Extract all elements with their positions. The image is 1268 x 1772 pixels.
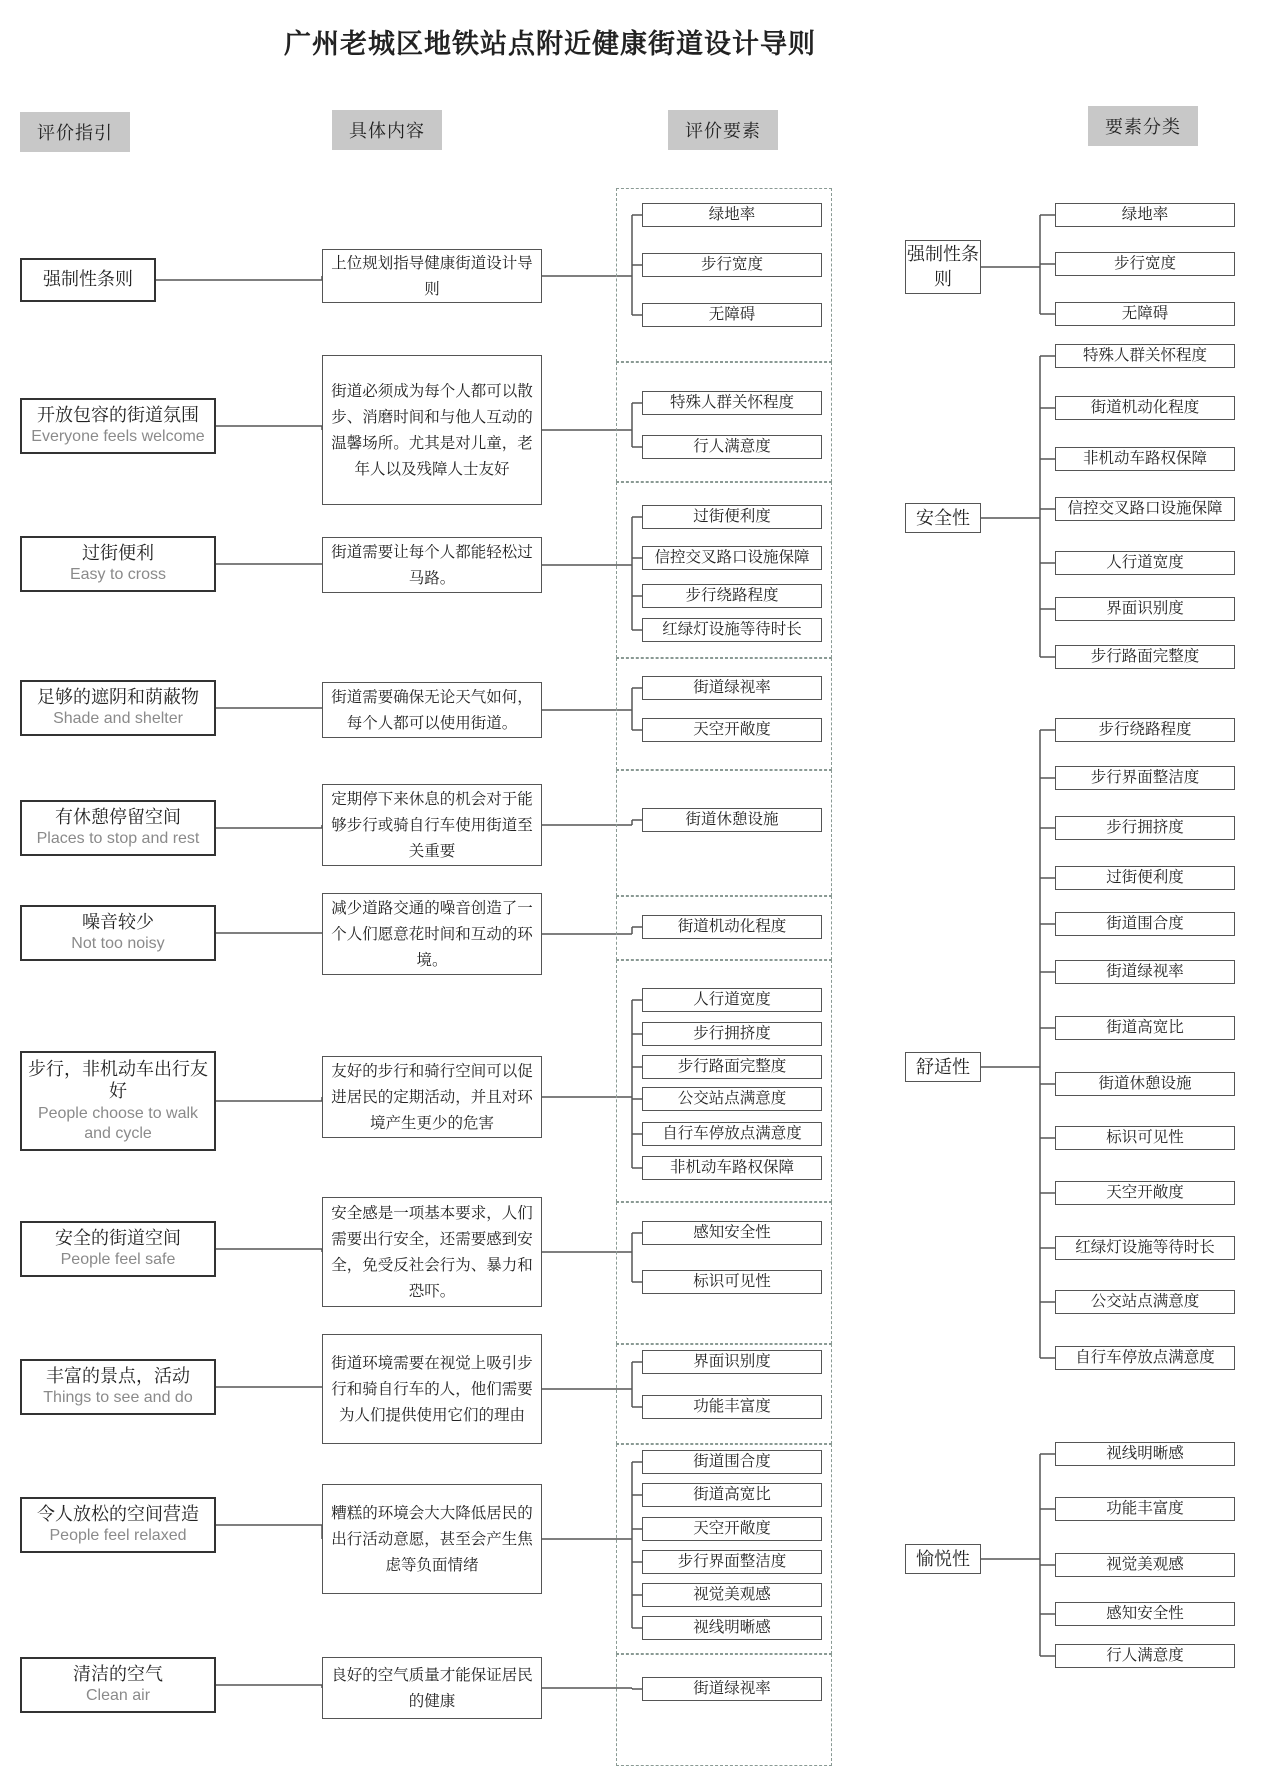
page-title: 广州老城区地铁站点附近健康街道设计导则: [284, 29, 816, 60]
guide-title-en: People feel relaxed: [49, 1527, 187, 1545]
element-label: 街道高宽比: [693, 1485, 771, 1504]
category-item: [1055, 1290, 1235, 1314]
header-specific-content: 具体内容: [332, 110, 442, 150]
element-label: 视线明晰感: [693, 1618, 771, 1637]
category-item: [1055, 816, 1235, 840]
guide-title-en: People feel safe: [60, 1251, 176, 1269]
element-label: 绿地率: [708, 205, 756, 224]
guide-title-zh: 步行，非机动车出行友好: [28, 1058, 208, 1102]
evaluation-element: [642, 718, 822, 742]
evaluation-element: [642, 1583, 822, 1607]
guide-title-zh: 噪音较少: [82, 911, 154, 933]
category-item: [1055, 1236, 1235, 1260]
elements-panel: [616, 770, 832, 896]
guide-title-en: Not too noisy: [71, 935, 165, 953]
evaluation-element: [642, 1156, 822, 1180]
evaluation-element: [642, 1270, 822, 1294]
content-text: 街道需要让每个人都能轻松过马路。: [331, 543, 533, 587]
category-item: [1055, 597, 1235, 621]
content-text: 定期停下来休息的机会对于能够步行或骑自行车使用街道至关重要: [331, 790, 533, 860]
evaluation-element: [642, 676, 822, 700]
category-item-label: 街道围合度: [1106, 914, 1184, 933]
evaluation-element: [642, 915, 822, 939]
category-name: 愉悦性: [916, 1548, 970, 1570]
category-item-label: 过街便利度: [1106, 868, 1184, 887]
content-box: [322, 1334, 542, 1444]
element-label: 街道机动化程度: [677, 917, 787, 936]
category-item-label: 标识可见性: [1106, 1128, 1184, 1147]
content-box: [322, 682, 542, 738]
element-label: 无障碍: [708, 305, 756, 324]
element-label: 街道绿视率: [693, 678, 771, 697]
category-item-label: 红绿灯设施等待时长: [1075, 1238, 1215, 1257]
element-label: 步行绕路程度: [685, 586, 779, 605]
category-item: [1055, 447, 1235, 471]
category-item: [1055, 497, 1235, 521]
content-text: 友好的步行和骑行空间可以促进居民的定期活动，并且对环境产生更少的危害: [331, 1062, 533, 1132]
evaluation-guide-box: [20, 1221, 216, 1277]
category-item: [1055, 1346, 1235, 1370]
elements-panel: [616, 362, 832, 482]
element-label: 红绿灯设施等待时长: [662, 620, 802, 639]
category-item: [1055, 1016, 1235, 1040]
category-item: [1055, 866, 1235, 890]
element-label: 标识可见性: [693, 1272, 771, 1291]
evaluation-element: [642, 203, 822, 227]
category-item: [1055, 396, 1235, 420]
content-text: 上位规划指导健康街道设计导则: [331, 254, 533, 298]
content-box: [322, 537, 542, 593]
content-text: 街道环境需要在视觉上吸引步行和骑自行车的人，他们需要为人们提供使用它们的理由: [331, 1354, 533, 1424]
evaluation-element: [642, 1122, 822, 1146]
content-box: [322, 249, 542, 303]
category-item: [1055, 1181, 1235, 1205]
category-name: 强制性条则: [907, 244, 979, 290]
category-item-label: 步行界面整洁度: [1090, 768, 1200, 787]
content-text: 糟糕的环境会大大降低居民的出行活动意愿，甚至会产生焦虑等负面情绪: [331, 1504, 533, 1574]
element-label: 感知安全性: [693, 1223, 771, 1242]
evaluation-element: [642, 435, 822, 459]
guide-title-en: Everyone feels welcome: [31, 428, 205, 446]
category-item-label: 街道绿视率: [1106, 962, 1184, 981]
category-item: [1055, 551, 1235, 575]
evaluation-guide-box: [20, 1359, 216, 1415]
guide-title-en: Clean air: [85, 1687, 151, 1705]
category-item-label: 公交站点满意度: [1090, 1292, 1200, 1311]
category-item: [1055, 645, 1235, 669]
category-item-label: 人行道宽度: [1106, 553, 1184, 572]
content-box: [322, 1657, 542, 1719]
element-label: 步行路面完整度: [677, 1057, 787, 1076]
guide-title-zh: 足够的遮阴和荫蔽物: [37, 686, 199, 708]
category-item-label: 步行绕路程度: [1098, 720, 1192, 739]
evaluation-guide-box: [20, 398, 216, 454]
category-item-label: 自行车停放点满意度: [1075, 1348, 1215, 1367]
evaluation-element: [642, 584, 822, 608]
evaluation-element: [642, 1055, 822, 1079]
category-item: [1055, 1644, 1235, 1668]
evaluation-element: [642, 1450, 822, 1474]
elements-panel: [616, 658, 832, 770]
category-item: [1055, 1553, 1235, 1577]
header-evaluation-elements: 评价要素: [668, 110, 778, 150]
category-item: [1055, 1442, 1235, 1466]
evaluation-element: [642, 808, 822, 832]
evaluation-element: [642, 988, 822, 1012]
element-label: 功能丰富度: [693, 1397, 771, 1416]
category-item: [1055, 766, 1235, 790]
category-item-label: 街道高宽比: [1106, 1018, 1184, 1037]
guide-title-zh: 过街便利: [82, 542, 154, 564]
category-item-label: 绿地率: [1121, 205, 1169, 224]
category-item-label: 特殊人群关怀程度: [1082, 346, 1207, 365]
category-item-label: 街道机动化程度: [1090, 398, 1200, 417]
evaluation-element: [642, 1616, 822, 1640]
category-item-label: 功能丰富度: [1106, 1499, 1184, 1518]
element-label: 视觉美观感: [693, 1585, 771, 1604]
evaluation-element: [642, 1483, 822, 1507]
category-item-label: 视线明晰感: [1106, 1444, 1184, 1463]
evaluation-element: [642, 1395, 822, 1419]
element-label: 街道绿视率: [693, 1679, 771, 1698]
category-item: [1055, 912, 1235, 936]
evaluation-element: [642, 1350, 822, 1374]
content-text: 安全感是一项基本要求，人们需要出行安全，还需要感到安全，免受反社会行为、暴力和恐吓。: [331, 1204, 533, 1300]
category-name: 安全性: [916, 507, 970, 529]
evaluation-element: [642, 1221, 822, 1245]
category-item-label: 非机动车路权保障: [1082, 449, 1207, 468]
content-box: [322, 1197, 542, 1307]
content-box: [322, 355, 542, 505]
guide-title-en: Places to stop and rest: [36, 830, 200, 848]
element-label: 自行车停放点满意度: [662, 1124, 802, 1143]
category-item-label: 行人满意度: [1106, 1646, 1184, 1665]
evaluation-element: [642, 253, 822, 277]
elements-panel: [616, 1654, 832, 1766]
category-item: [1055, 960, 1235, 984]
category-item: [1055, 1126, 1235, 1150]
evaluation-guide-box: [20, 1497, 216, 1553]
category-item: [1055, 344, 1235, 368]
category-item: [1055, 1072, 1235, 1096]
content-text: 街道必须成为每个人都可以散步、消磨时间和与他人互动的温馨场所。尤其是对儿童，老年人以及残障人士友好: [331, 382, 533, 478]
guide-title-zh: 清洁的空气: [73, 1663, 163, 1685]
evaluation-guide-box: [20, 536, 216, 592]
evaluation-guide-box: [20, 1051, 216, 1151]
evaluation-element: [642, 1087, 822, 1111]
category-box: [905, 1052, 981, 1082]
category-item: [1055, 718, 1235, 742]
evaluation-element: [642, 1517, 822, 1541]
guide-title-zh: 安全的街道空间: [55, 1227, 181, 1249]
category-item-label: 感知安全性: [1106, 1604, 1184, 1623]
guide-title-en: Easy to cross: [69, 566, 167, 584]
element-label: 公交站点满意度: [677, 1089, 787, 1108]
category-item: [1055, 252, 1235, 276]
guide-title-zh: 令人放松的空间营造: [37, 1503, 199, 1525]
guide-title-zh: 强制性条则: [43, 268, 133, 290]
element-label: 过街便利度: [693, 507, 771, 526]
category-box: [905, 503, 981, 533]
element-label: 非机动车路权保障: [669, 1158, 794, 1177]
category-box: [905, 240, 981, 294]
element-label: 街道围合度: [693, 1452, 771, 1471]
element-label: 界面识别度: [693, 1352, 771, 1371]
category-item: [1055, 302, 1235, 326]
content-box: [322, 1484, 542, 1594]
guide-title-zh: 开放包容的街道氛围: [37, 404, 199, 426]
content-box: [322, 784, 542, 866]
element-label: 步行宽度: [700, 255, 763, 274]
content-box: [322, 893, 542, 975]
content-text: 街道需要确保无论天气如何，每个人都可以使用街道。: [331, 688, 533, 732]
element-label: 步行拥挤度: [693, 1024, 771, 1043]
evaluation-element: [642, 303, 822, 327]
element-label: 人行道宽度: [693, 990, 771, 1009]
category-item-label: 街道休憩设施: [1098, 1074, 1192, 1093]
header-element-category: 要素分类: [1088, 106, 1198, 146]
evaluation-element: [642, 618, 822, 642]
category-item-label: 步行路面完整度: [1090, 647, 1200, 666]
evaluation-element: [642, 1677, 822, 1701]
category-item: [1055, 203, 1235, 227]
evaluation-element: [642, 1022, 822, 1046]
category-item: [1055, 1602, 1235, 1626]
category-item-label: 步行拥挤度: [1106, 818, 1184, 837]
element-label: 天空开敞度: [693, 1519, 771, 1538]
header-evaluation-guide: 评价指引: [20, 112, 130, 152]
evaluation-guide-box: [20, 1657, 216, 1713]
category-item-label: 视觉美观感: [1106, 1555, 1184, 1574]
category-item-label: 界面识别度: [1106, 599, 1184, 618]
guide-title-en: Things to see and do: [43, 1389, 193, 1407]
evaluation-guide-box: [20, 905, 216, 961]
content-text: 良好的空气质量才能保证居民的健康: [331, 1666, 533, 1710]
guide-title-zh: 丰富的景点，活动: [46, 1365, 190, 1387]
evaluation-element: [642, 505, 822, 529]
evaluation-element: [642, 546, 822, 570]
element-label: 信控交叉路口设施保障: [654, 548, 810, 567]
element-label: 天空开敞度: [693, 720, 771, 739]
element-label: 街道休憩设施: [685, 810, 779, 829]
content-box: [322, 1056, 542, 1138]
category-item-label: 信控交叉路口设施保障: [1067, 499, 1223, 518]
element-label: 行人满意度: [693, 437, 771, 456]
guide-title-en: People choose to walk and cycle: [37, 1104, 199, 1142]
category-item-label: 无障碍: [1121, 304, 1169, 323]
evaluation-guide-box: [20, 680, 216, 736]
guide-title-zh: 有休憩停留空间: [55, 806, 181, 828]
evaluation-element: [642, 391, 822, 415]
element-label: 特殊人群关怀程度: [669, 393, 794, 412]
category-name: 舒适性: [916, 1056, 970, 1078]
evaluation-guide-box: [20, 258, 156, 302]
category-item: [1055, 1497, 1235, 1521]
evaluation-guide-box: [20, 800, 216, 856]
category-item-label: 天空开敞度: [1106, 1183, 1184, 1202]
content-text: 减少道路交通的噪音创造了一个人们愿意花时间和互动的环境。: [331, 899, 533, 969]
category-box: [905, 1544, 981, 1574]
guide-title-en: Shade and shelter: [53, 710, 183, 728]
category-item-label: 步行宽度: [1113, 254, 1176, 273]
evaluation-element: [642, 1550, 822, 1574]
element-label: 步行界面整洁度: [677, 1552, 787, 1571]
